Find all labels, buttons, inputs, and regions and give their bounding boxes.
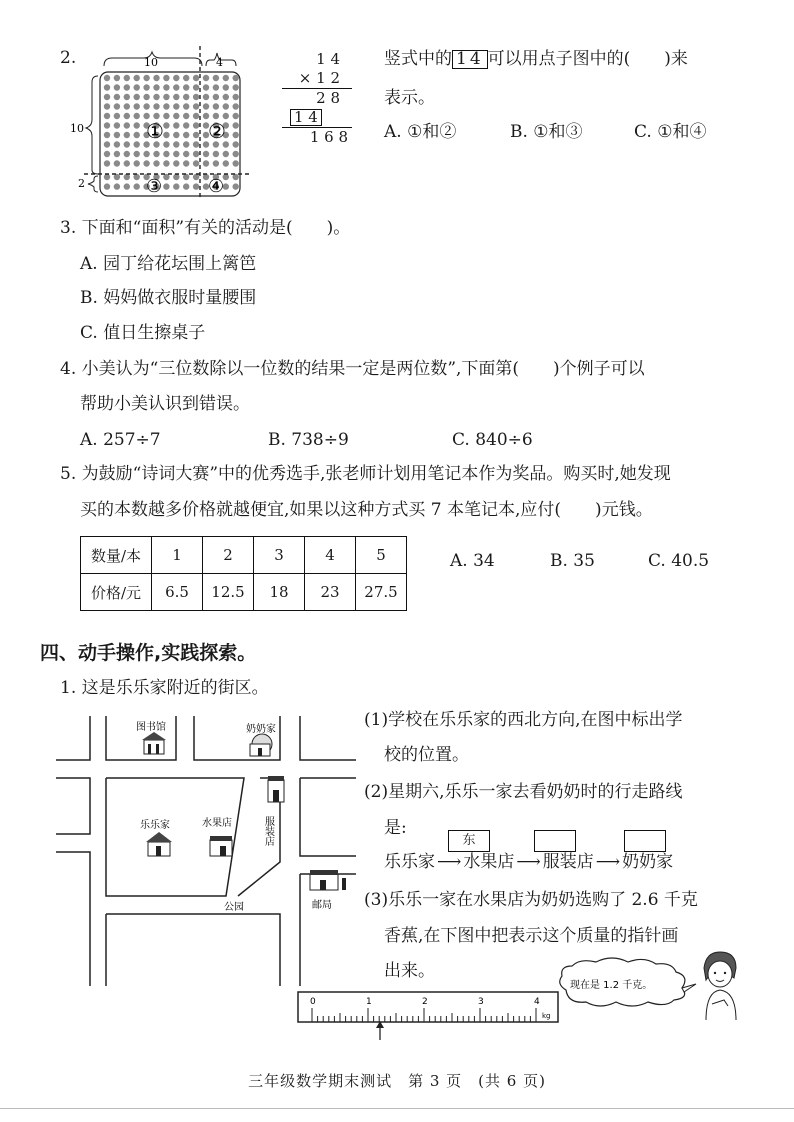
q3-stem: 3. 下面和“面积”有关的活动是( )。 bbox=[60, 218, 351, 238]
q4-stem-line2: 帮助小美认识到错误。 bbox=[80, 394, 250, 414]
map-library-label: 图书馆 bbox=[136, 722, 166, 733]
street-map bbox=[56, 716, 356, 986]
vertical-calculation bbox=[282, 50, 352, 147]
table-header-price: 价格/元 bbox=[81, 574, 152, 611]
arrow-right-icon: ⟶ bbox=[595, 852, 621, 872]
q2-option-a: A. ①和② bbox=[384, 122, 457, 142]
arrow-right-icon: ⟶ bbox=[516, 852, 541, 872]
ruler-label-3: 3 bbox=[478, 997, 484, 1007]
route-answer-box-2[interactable] bbox=[534, 830, 576, 852]
map-post-label: 邮局 bbox=[312, 900, 332, 911]
region-1-label: ① bbox=[146, 119, 164, 143]
route-from: 乐乐家 bbox=[384, 852, 435, 872]
table-cell: 4 bbox=[305, 537, 356, 574]
table-cell: 5 bbox=[356, 537, 407, 574]
map-grandma-label: 奶奶家 bbox=[246, 724, 276, 735]
calc-line-1: 1 4 bbox=[316, 50, 340, 68]
girl-speech-figure bbox=[556, 944, 746, 1022]
q4-option-a: A. 257÷7 bbox=[80, 430, 161, 450]
map-clothing-label: 服装店 bbox=[262, 816, 274, 846]
section-4-title: 四、动手操作,实践探索。 bbox=[40, 642, 257, 664]
dot-grid-figure bbox=[70, 46, 260, 206]
q4-stem-line1: 4. 小美认为“三位数除以一位数的结果一定是两位数”,下面第( )个例子可以 bbox=[60, 359, 645, 379]
q2-number: 2. bbox=[60, 48, 77, 68]
calc-line-2: × 1 2 bbox=[282, 69, 352, 89]
ruler-label-0: 0 bbox=[310, 997, 316, 1007]
table-cell: 1 bbox=[152, 537, 203, 574]
s4-p2-line2: 是: bbox=[384, 818, 407, 838]
table-header-quantity: 数量/本 bbox=[81, 537, 152, 574]
library-icon bbox=[142, 732, 166, 754]
table-cell: 3 bbox=[254, 537, 305, 574]
q5-stem-line2: 买的本数越多价格就越便宜,如果以这种方式买 7 本笔记本,应付( )元钱。 bbox=[80, 500, 653, 520]
post-office-icon bbox=[310, 870, 346, 890]
grandma-house-icon bbox=[250, 734, 272, 756]
q5-stem-line1: 5. 为鼓励“诗词大赛”中的优秀选手,张老师计划用笔记本作为奖品。购买时,她发现 bbox=[60, 464, 671, 484]
q4-option-b: B. 738÷9 bbox=[268, 430, 349, 450]
q2-stem-a: 竖式中的 bbox=[384, 49, 452, 69]
route-stop-2: 服装店 bbox=[542, 852, 594, 872]
s4-p3-line2: 香蕉,在下图中把表示这个质量的指针画 bbox=[384, 926, 679, 946]
calc-line-5: 1 6 8 bbox=[309, 128, 348, 146]
route-line bbox=[384, 854, 673, 871]
route-answer-box-3[interactable] bbox=[624, 830, 666, 852]
q2-stem-line1 bbox=[384, 50, 688, 69]
label-10-top: 10 bbox=[144, 56, 158, 69]
ruler-label-4: 4 bbox=[534, 997, 540, 1007]
q5-option-b: B. 35 bbox=[550, 551, 595, 571]
s4-p1-line2: 校的位置。 bbox=[384, 745, 469, 765]
page-footer: 三年级数学期末测试 第 3 页 (共 6 页) bbox=[248, 1072, 546, 1090]
s4-q1-intro: 1. 这是乐乐家附近的街区。 bbox=[60, 678, 269, 698]
table-cell: 27.5 bbox=[356, 574, 407, 611]
price-table bbox=[80, 536, 407, 611]
q5-option-a: A. 34 bbox=[450, 551, 495, 571]
label-10-left: 10 bbox=[70, 122, 84, 135]
table-cell: 2 bbox=[203, 537, 254, 574]
scale-ruler bbox=[296, 988, 562, 1042]
arrow-right-icon: ⟶ bbox=[437, 852, 462, 872]
label-2-left: 2 bbox=[78, 177, 85, 190]
label-4-top: 4 bbox=[216, 56, 223, 69]
speech-text: 现在是 1.2 千克。 bbox=[570, 980, 653, 991]
calc-line-4-boxed: 1 4 bbox=[290, 109, 322, 126]
q4-option-c: C. 840÷6 bbox=[452, 430, 533, 450]
s4-p1-line1: (1)学校在乐乐家的西北方向,在图中标出学 bbox=[364, 710, 683, 730]
q2-option-b: B. ①和③ bbox=[510, 122, 583, 142]
table-row bbox=[81, 574, 407, 611]
map-park-label: 公园 bbox=[224, 902, 244, 913]
calc-line-3: 2 8 bbox=[316, 89, 340, 107]
bottom-divider bbox=[0, 1108, 794, 1109]
q3-option-b: B. 妈妈做衣服时量腰围 bbox=[80, 288, 257, 308]
ruler-label-2: 2 bbox=[422, 997, 428, 1007]
ruler-label-1: 1 bbox=[366, 997, 372, 1007]
fruit-shop-icon bbox=[210, 836, 232, 856]
pointer-arrow-icon bbox=[376, 1021, 384, 1040]
map-lele-label: 乐乐家 bbox=[140, 820, 170, 831]
q2-stem-b: 可以用点子图中的( )来 bbox=[487, 49, 688, 69]
clothing-store-icon bbox=[268, 776, 284, 802]
ruler-unit: kg bbox=[542, 1012, 551, 1020]
route-answer-box-1[interactable]: 东 bbox=[448, 830, 490, 852]
route-stop-3: 奶奶家 bbox=[622, 852, 674, 872]
s4-p3-line1: (3)乐乐一家在水果店为奶奶选购了 2.6 千克 bbox=[364, 890, 698, 910]
q2-stem-line2: 表示。 bbox=[384, 88, 435, 108]
q3-option-a: A. 园丁给花坛围上篱笆 bbox=[80, 254, 257, 274]
s4-p3-line3: 出来。 bbox=[384, 961, 435, 981]
table-cell: 23 bbox=[305, 574, 356, 611]
route-stop-1: 水果店 bbox=[463, 852, 515, 872]
q2-boxed-number: 14 bbox=[452, 50, 488, 69]
girl-icon bbox=[704, 952, 736, 1020]
table-cell: 18 bbox=[254, 574, 305, 611]
q5-option-c: C. 40.5 bbox=[648, 551, 710, 571]
table-cell: 12.5 bbox=[203, 574, 254, 611]
s4-p2-line1: (2)星期六,乐乐一家去看奶奶时的行走路线 bbox=[364, 782, 683, 802]
q3-option-c: C. 值日生擦桌子 bbox=[80, 323, 206, 343]
table-row bbox=[81, 537, 407, 574]
lele-house-icon bbox=[146, 832, 172, 856]
table-cell: 6.5 bbox=[152, 574, 203, 611]
map-fruit-label: 水果店 bbox=[202, 818, 232, 829]
region-3-label: ③ bbox=[146, 176, 163, 197]
region-2-label: ② bbox=[208, 119, 226, 143]
q2-option-c: C. ①和④ bbox=[634, 122, 707, 142]
region-4-label: ④ bbox=[208, 176, 225, 197]
